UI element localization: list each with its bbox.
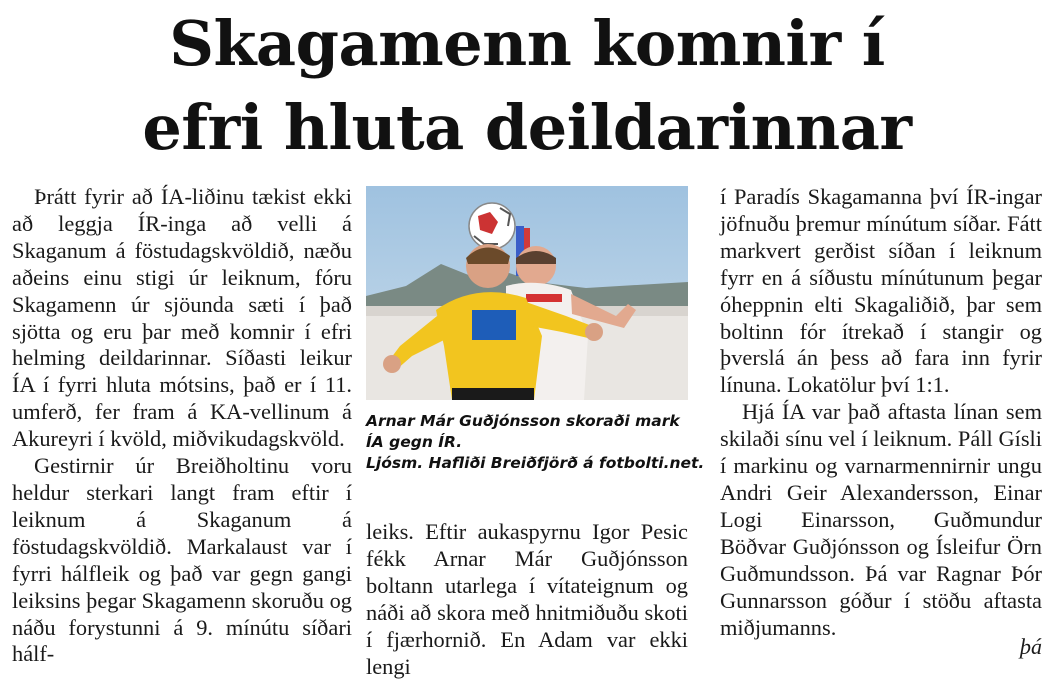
article-column-2 bbox=[366, 519, 688, 680]
shirt-sponsor bbox=[472, 310, 516, 340]
column1-paragraph-1: Þrátt fyrir að ÍA-liðinu tækist ekki að leggja ÍR-inga að velli á Skaganum á föstudagskvöldið, næðu aðeins einu stigi úr leiknum, fóru Skagamenn úr sjöunda sæti í það sjötta og eru þar með komnir í efri helming deildarinnar. Síðasti leikur ÍA í fyrri hluta mótsins, það er í 11. umferð, fer fram á KA-vellinum á Akureyri í kvöld, miðvikudagskvöld. bbox=[12, 184, 352, 452]
author-signature: þá bbox=[1020, 634, 1042, 659]
column1-paragraph-2: Gestirnir úr Breiðholtinu voru heldur sterkari langt fram eftir í leiknum á Skaganum á föstudagskvöldið. Markalaust var í fyrri hálfleik og það var gegn gangi leiksins þegar Skagamenn skoruðu og náðu forystunni á 9. mínútu síðari hálf- bbox=[12, 453, 352, 667]
column3-paragraph-2: Hjá ÍA var það aftasta línan sem skilaði sínu vel í leiknum. Páll Gísli í markinu og varnarmennirnir ungu Andri Geir Alexandersson, Einar Logi Einarsson, Guðmundur Böðvar Guðjónsson og Ísleifur Örn Guðmundsson. Þá var Ragnar Þór Gunnarsson góður í stöðu aftasta miðjumanns. bbox=[720, 399, 1042, 640]
football-match-photo bbox=[366, 186, 688, 400]
article-column-3 bbox=[720, 184, 1042, 641]
player-yellow-shirt bbox=[436, 292, 542, 400]
photo-caption bbox=[366, 411, 705, 474]
headline-line-2: efri hluta deildarinnar bbox=[142, 91, 912, 164]
article-column-1 bbox=[12, 184, 352, 668]
headline-line-1: Skagamenn komnir í bbox=[169, 7, 885, 80]
column3-paragraph-1: í Paradís Skagamanna því ÍR-ingar jöfnuðu þremur mínútum síðar. Fátt markvert gerðist síðan í leiknum fyrr en á síðustu mínútunum þegar óheppnin elti Skagaliðið, þar sem boltinn fór ítrekað í stangir og þverslá án þess að fara inn fyrir línuna. Lokatölur því 1:1. bbox=[720, 184, 1042, 398]
caption-line-3: Ljósm. Hafliði Breiðfjörð á fotbolti.net. bbox=[366, 454, 705, 472]
caption-line-2: ÍA gegn ÍR. bbox=[366, 433, 463, 451]
photo-illustration bbox=[366, 186, 688, 400]
column2-paragraph-1: leiks. Eftir aukaspyrnu Igor Pesic fékk Arnar Már Guðjónsson boltann utarlega í vítateignum og náði að skora með hnitmiðuðu skoti í fjærhornið. En Adam var ekki lengi bbox=[366, 519, 688, 679]
caption-line-1: Arnar Már Guðjónsson skoraði mark bbox=[366, 412, 680, 430]
article-headline bbox=[0, 2, 1054, 170]
